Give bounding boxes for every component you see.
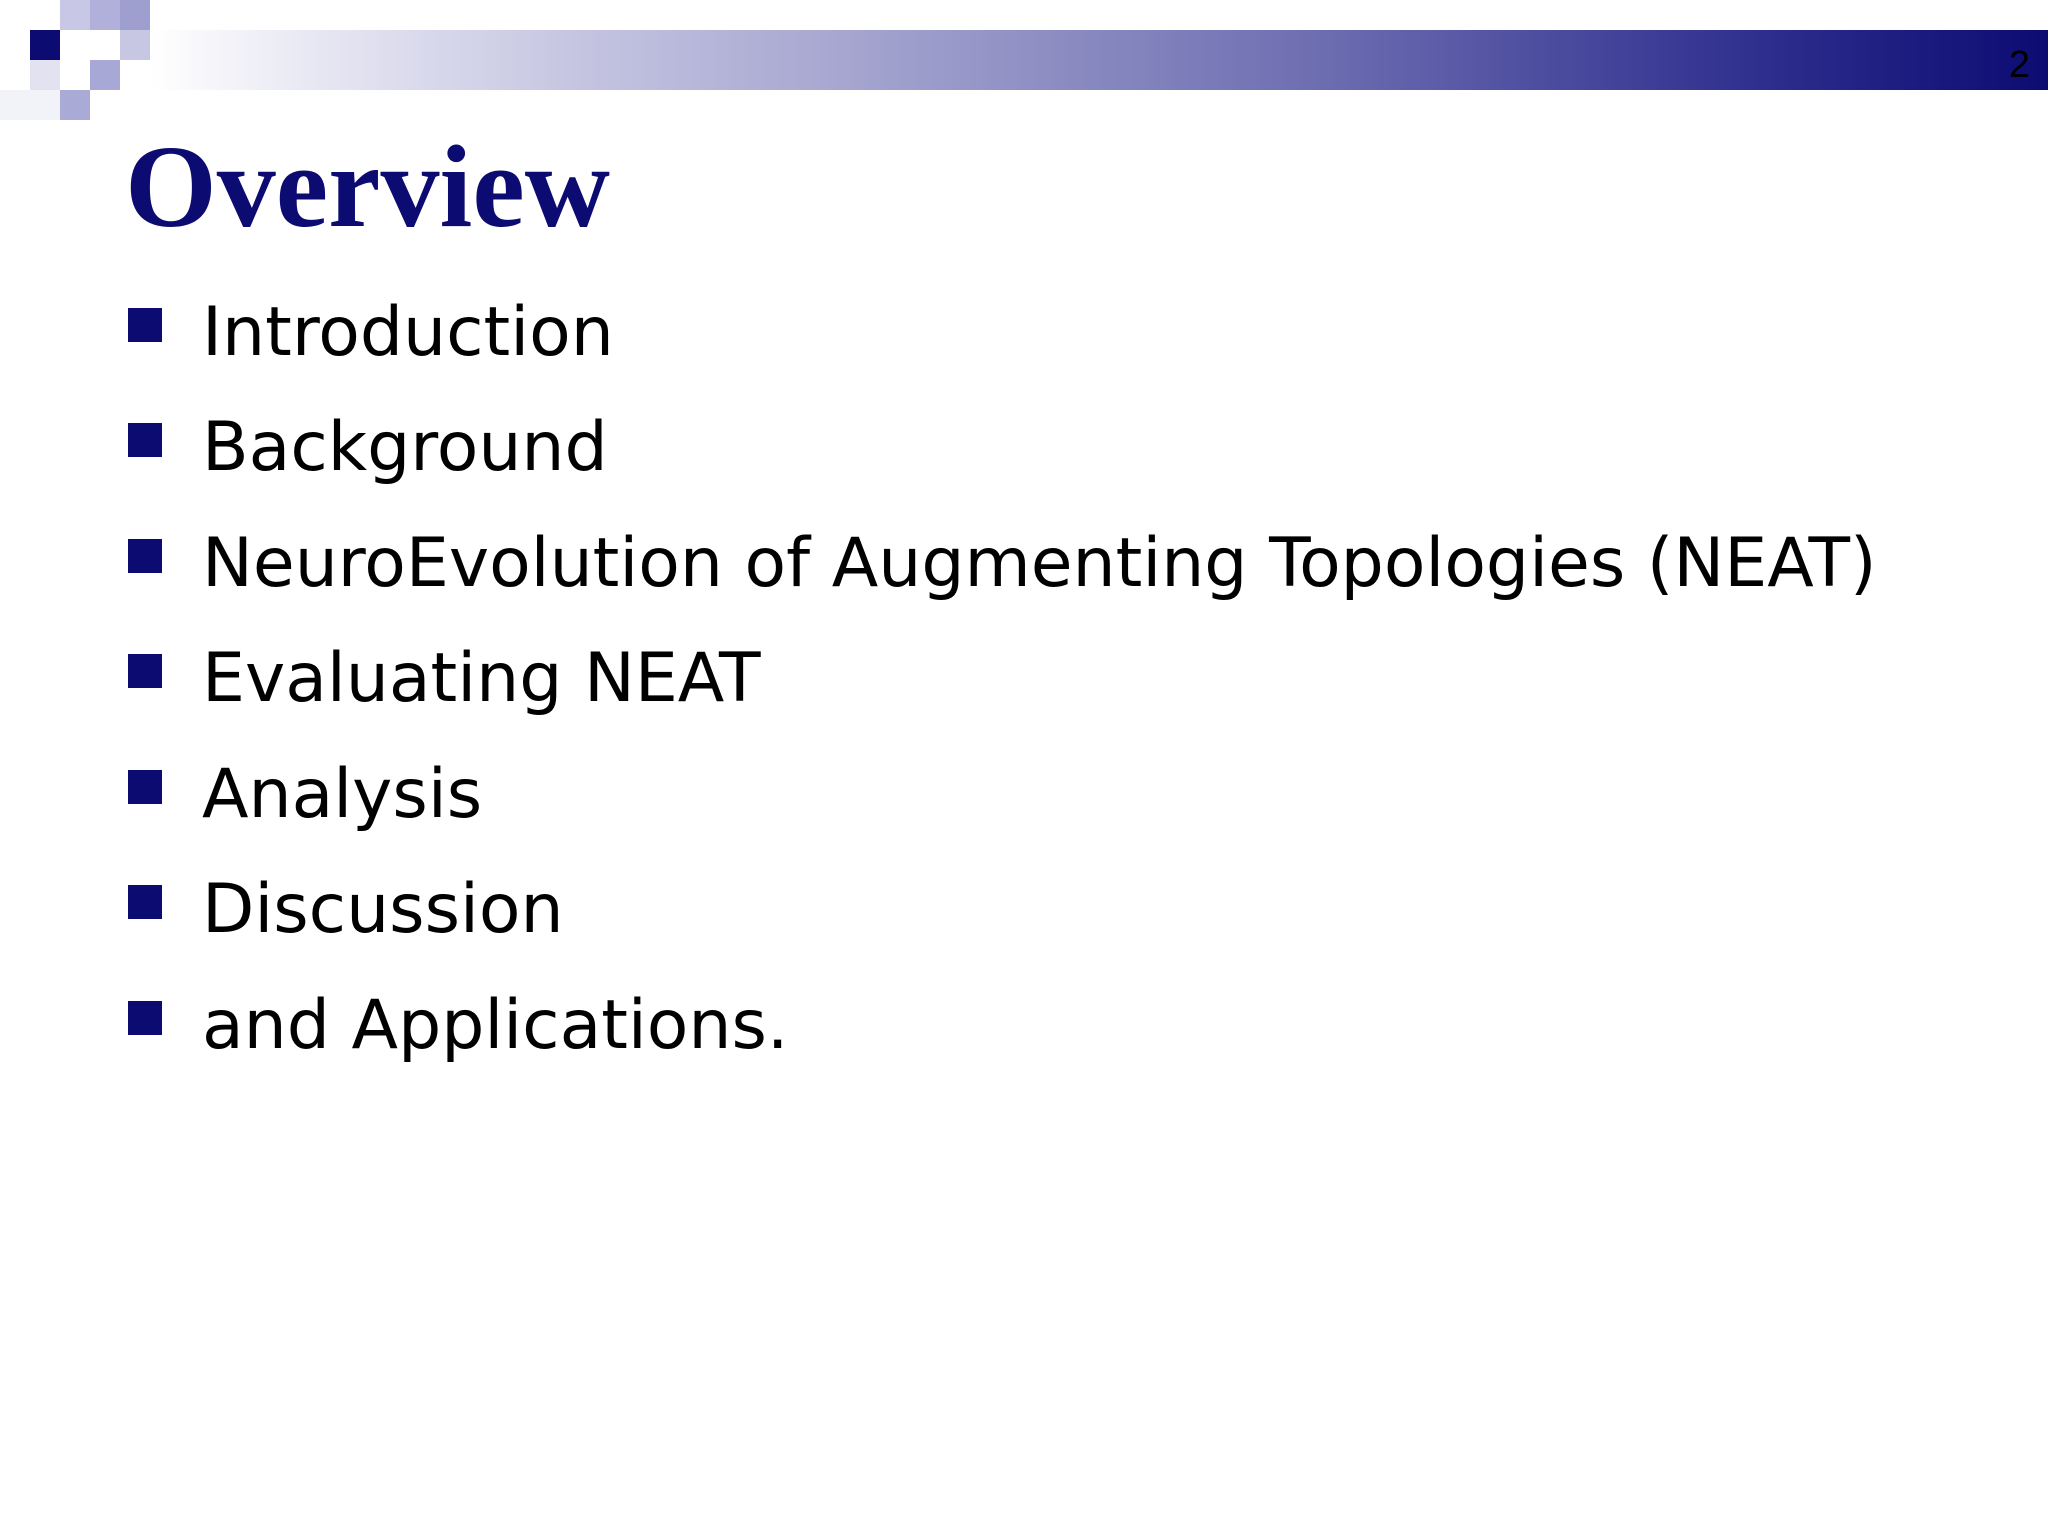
bullet-item [128,968,1877,1084]
bullet-text: Discussion [202,870,564,950]
bullet-item [128,506,1877,622]
deco-square [60,0,90,30]
bullet-list [128,275,1877,1084]
deco-square [0,90,60,120]
deco-square [60,90,90,120]
bullet-item [128,853,1877,969]
bullet-text: and Applications. [202,985,789,1065]
bullet-text: NeuroEvolution of Augmenting Topologies (NEAT) [202,523,1877,603]
header-gradient-bar [150,30,2048,90]
square-bullet-icon [128,539,162,573]
slide-title: Overview [125,121,610,252]
bullet-text: Background [202,408,608,488]
bullet-item [128,275,1877,391]
square-bullet-icon [128,885,162,919]
deco-square [120,0,150,30]
bullet-text: Analysis [202,754,483,834]
square-bullet-icon [128,1001,162,1035]
deco-square [30,60,60,90]
bullet-item [128,737,1877,853]
deco-square [90,0,120,30]
square-bullet-icon [128,308,162,342]
bullet-text: Introduction [202,292,614,372]
square-bullet-icon [128,654,162,688]
bullet-text: Evaluating NEAT [202,639,761,719]
deco-square [30,30,60,60]
bullet-item [128,391,1877,507]
square-bullet-icon [128,770,162,804]
slide-number: 2 [2008,44,2030,86]
deco-square [90,60,120,90]
bullet-item [128,622,1877,738]
deco-square [0,0,30,30]
square-bullet-icon [128,423,162,457]
deco-square [120,30,150,60]
